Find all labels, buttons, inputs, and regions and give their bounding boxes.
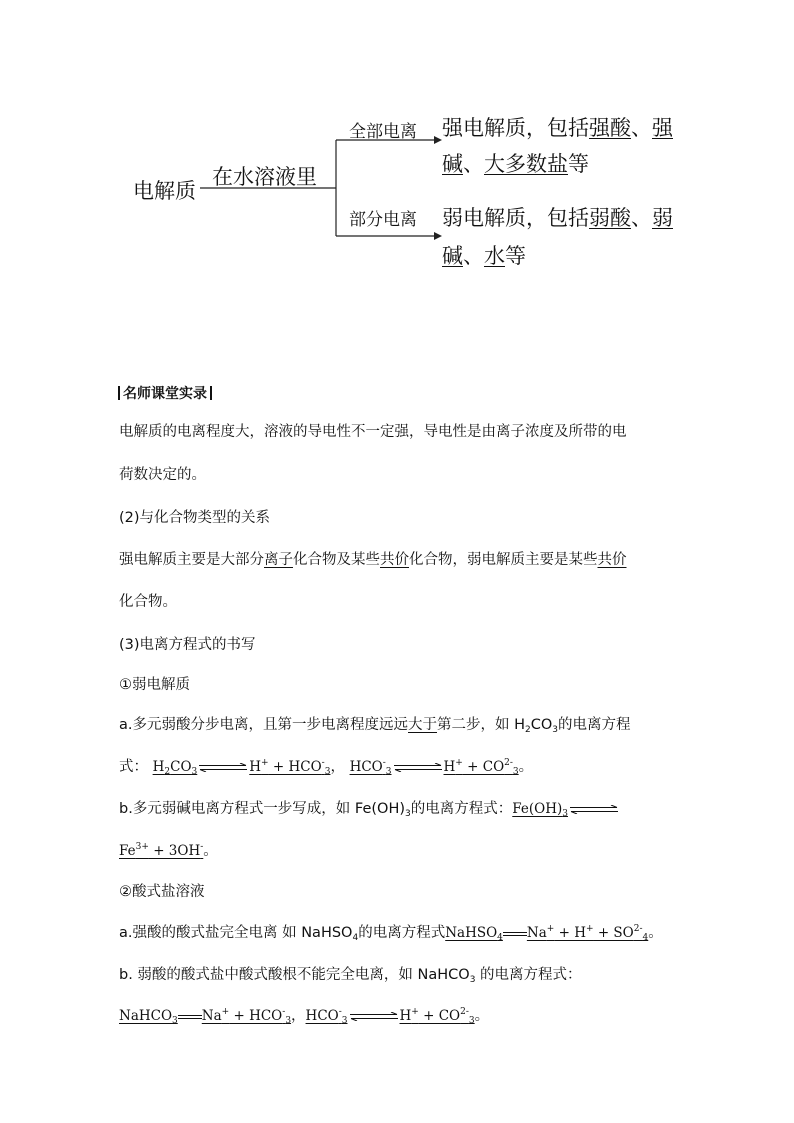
blank-strong-base: 强 — [652, 116, 673, 140]
weak-electrolyte-line2 — [442, 240, 526, 270]
sub-heading-weak-electrolyte: ①弱电解质 — [119, 677, 190, 693]
text: 的电离方程式： — [475, 967, 582, 983]
heading-ionization-equation: (3)电离方程式的书写 — [119, 637, 256, 653]
para1-line1: 电解质的电离程度大，溶液的导电性不一定强，导电性是由离子浓度及所带的电 — [119, 424, 627, 440]
blank-covalent-2: 共价 — [597, 552, 627, 568]
diagram-condition: 在水溶液里 — [212, 165, 317, 189]
text: 弱电解质，包括 — [442, 206, 589, 230]
section-header-text: 名师课堂实录 — [123, 386, 207, 402]
equation-hco3: $HCO^-_3$ $H^+ + CO^{2-}_3$ — [349, 758, 519, 777]
text: ， — [291, 1008, 306, 1024]
para2-line2: 化合物。 — [119, 594, 177, 610]
text: 。 — [474, 1008, 490, 1024]
text: 的电离方程式 — [358, 925, 446, 941]
text: b.多元弱碱电离方程式一步写成，如 Fe(OH) — [119, 801, 406, 817]
text: 、 — [463, 152, 484, 176]
text: CO — [530, 717, 553, 733]
text: 。 — [648, 925, 663, 941]
blank-covalent-1: 共价 — [380, 552, 409, 568]
text: b. 弱酸的酸式盐中酸式酸根不能完全电离，如 NaHCO — [119, 967, 470, 983]
strong-electrolyte-line1 — [442, 112, 673, 142]
text: 强电解质主要是大部分 — [119, 552, 264, 568]
blank-weak-base: 弱 — [652, 206, 673, 230]
branch-label-partial: 部分电离 — [349, 210, 417, 230]
equation-hco3-2: $HCO^-_3$ $H^+ + CO^{2-}_3$ — [305, 1007, 475, 1026]
heading-compound-type: (2)与化合物类型的关系 — [119, 510, 271, 526]
blank-greater-than: 大于 — [408, 717, 437, 733]
equals-sign-icon — [178, 1014, 202, 1020]
text: 的电离方程式： — [410, 801, 513, 817]
line-c-strong-acid-salt: a.强酸的酸式盐完全电离 如 NaHSO$_4$的电离方程式NaHSO$_4$ $Na^+ + H^+ + SO^{2-}_4$。 — [119, 924, 663, 943]
text: 强电解质，包括 — [442, 116, 589, 140]
branch-label-full: 全部电离 — [349, 122, 417, 142]
line-b-equation-products — [119, 839, 218, 860]
text: 式： — [119, 759, 148, 775]
reversible-arrow-icon — [350, 1012, 398, 1021]
text: 。 — [203, 843, 218, 859]
equation-nahso4: NaHSO$_4$ $Na^+ + H^+ + SO^{2-}_4$ — [445, 924, 649, 943]
equation-feoh3: $Fe(OH)_3$ — [512, 801, 620, 817]
text: 。 — [518, 759, 534, 775]
equals-sign-icon — [503, 931, 527, 937]
line-b-polybasic: b.多元弱碱电离方程式一步写成，如 $Fe(OH)_3$的电离方程式：$Fe(OH)_3$ — [119, 797, 620, 819]
section-header — [118, 383, 212, 403]
strong-electrolyte-line2 — [442, 148, 589, 178]
text: 、 — [631, 116, 652, 140]
equation-h2co3: $H_2CO_3$ $H^+ + HCO^-_3$ — [152, 758, 331, 777]
text: 、 — [631, 206, 652, 230]
blank-weak-base-cont: 碱 — [442, 244, 463, 268]
text: 等 — [568, 152, 589, 176]
equation-feoh3-products: $Fe^{3+} + 3OH^-$ — [119, 842, 204, 859]
reversible-arrow-icon — [394, 763, 442, 772]
text: 等 — [505, 244, 526, 268]
blank-ionic: 离子 — [264, 552, 293, 568]
reversible-arrow-icon — [199, 763, 247, 772]
line-a-equations — [119, 755, 533, 777]
line-d-equations — [119, 1004, 489, 1026]
blank-weak-acid: 弱酸 — [589, 206, 631, 230]
blank-strong-base-cont: 碱 — [442, 152, 463, 176]
text: 第二步，如 H — [437, 717, 526, 733]
text: a.强酸的酸式盐完全电离 如 NaHSO — [119, 925, 353, 941]
reversible-arrow-icon — [570, 805, 618, 814]
text: 化合物及某些 — [293, 552, 380, 568]
weak-electrolyte-line1 — [442, 202, 673, 232]
text: a.多元弱酸分步电离，且第一步电离程度远远 — [119, 717, 408, 733]
para2-line1 — [119, 548, 627, 569]
equation-nahco3: NaHCO$_3$ $Na^+ + HCO^-_3$ — [119, 1007, 292, 1026]
para1-line2: 荷数决定的。 — [119, 467, 206, 483]
text: 的电离方程 — [558, 717, 631, 733]
line-d-weak-acid-salt: b. 弱酸的酸式盐中酸式酸根不能完全电离，如 NaHCO$_3$ 的电离方程式： — [119, 967, 582, 985]
line-a-polyprotic: a.多元弱酸分步电离，且第一步电离程度远远大于第二步，如 $H_2CO_3$的电离方程 — [119, 717, 631, 735]
text: 、 — [463, 244, 484, 268]
classification-diagram-lines — [0, 0, 794, 300]
blank-strong-acid: 强酸 — [589, 116, 631, 140]
blank-water: 水 — [484, 244, 505, 268]
sub-heading-acid-salt: ②酸式盐溶液 — [119, 884, 205, 900]
text: 化合物，弱电解质主要是某些 — [409, 552, 598, 568]
blank-most-salts: 大多数盐 — [484, 152, 568, 176]
text: ， — [330, 759, 345, 775]
diagram-root: 电解质 — [133, 179, 196, 203]
